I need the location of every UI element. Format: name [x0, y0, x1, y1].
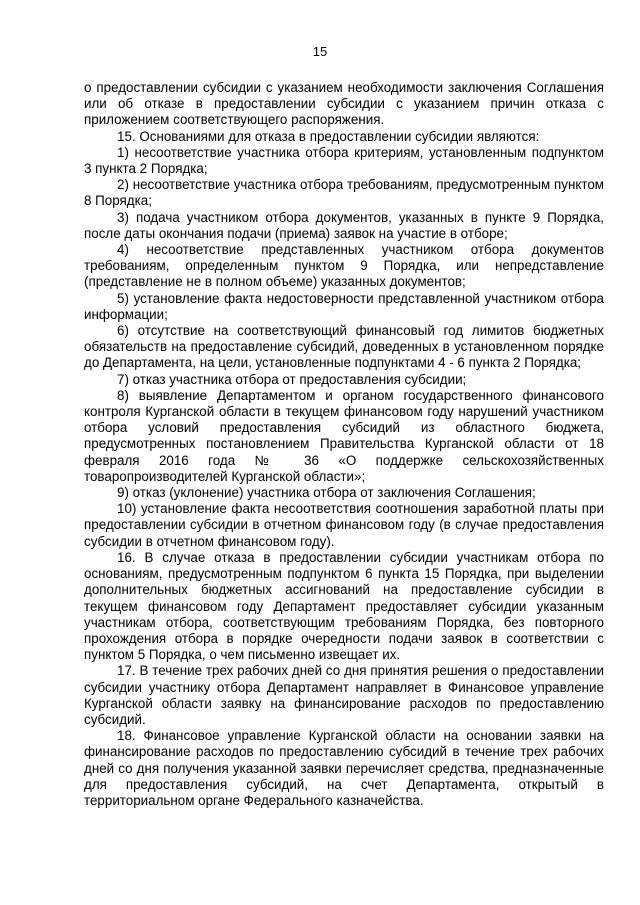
paragraph-15-item-8: 8) выявление Департаментом и органом государственного финансового контроля Курганской области в текущем финансовом году нарушений участником отбора условий предоставления субсидий из областного бюджета, предусмотренных постановлением Правительства Курганской области от 18 февраля 2016 года № 36 «О поддержке сельскохозяйственных товаропроизводителей Курганской области»; — [84, 387, 604, 484]
paragraph-15: 15. Основаниями для отказа в предоставлении субсидии являются: — [117, 128, 540, 144]
paragraph-16: 16. В случае отказа в предоставлении субсидии участникам отбора по основаниям, предусмотренным подпунктом 6 пункта 15 Порядка, при выделении дополнительных бюджетных ассигнований на предоставление субсидии в текущем финансовом году Департамент предоставляет субсидии указанным участникам отбора, соответствующим требованиям Порядка, без повторного прохождения отбора в порядке очередности подачи заявок в соответствии с пунктом 5 Порядка, о чем письменно извещает их. — [84, 549, 604, 663]
paragraph-15-item-1: 1) несоответствие участника отбора критериям, установленным подпунктом 3 пункта 2 Порядка; — [84, 144, 604, 177]
paragraph-15-item-5: 5) установление факта недостоверности представленной участником отбора информации; — [84, 290, 604, 322]
paragraph-15-item-2: 2) несоответствие участника отбора требованиям, предусмотренным пунктом 8 Порядка; — [84, 177, 604, 209]
paragraph-15-item-9: 9) отказ (уклонение) участника отбора от заключения Соглашения; — [117, 485, 536, 501]
paragraph-15-item-10: 10) установление факта несоответствия соотношения заработной платы при предоставлении субсидии в отчетном финансовом году (в случае предоставления субсидии в отчетном финансовом году). — [84, 501, 604, 549]
paragraph-continuation: о предоставлении субсидии с указанием необходимости заключения Соглашения или об отказе в предоставлении субсидии с указанием причин отказа с приложением соответствующего распоряжения. — [84, 80, 604, 128]
paragraph-15-item-7: 7) отказ участника отбора от предоставления субсидии; — [117, 371, 467, 387]
document-body — [84, 80, 604, 809]
paragraph-17: 17. В течение трех рабочих дней со дня принятия решения о предоставлении субсидии участнику отбора Департамент направляет в Финансовое управление Курганской области заявку на финансирование расходов по предоставлению субсидий. — [84, 663, 604, 727]
paragraph-15-item-4: 4) несоответствие представленных участником отбора документов требованиям, определенным пунктом 9 Порядка, или непредставление (представление не в полном объеме) указанных документов; — [84, 242, 604, 290]
paragraph-18: 18. Финансовое управление Курганской области на основании заявки на финансирование расходов по предоставлению субсидий в течение трех рабочих дней со дня получения указанной заявки перечисляет средства, предназначенные для предоставления субсидий, на счет Департамента, открытый в территориальном органе Федерального казначейства. — [84, 728, 604, 808]
paragraph-15-item-6: 6) отсутствие на соответствующий финансовый год лимитов бюджетных обязательств на предоставление субсидий, доведенных в установленном порядке до Департамента, на цели, установленные подпунктами 4 - 6 пункта 2 Порядка; — [84, 323, 604, 371]
page-number: 15 — [312, 44, 328, 59]
paragraph-15-item-3: 3) подача участником отбора документов, указанных в пункте 9 Порядка, после даты окончания подачи (приема) заявок на участие в отборе; — [84, 209, 604, 241]
